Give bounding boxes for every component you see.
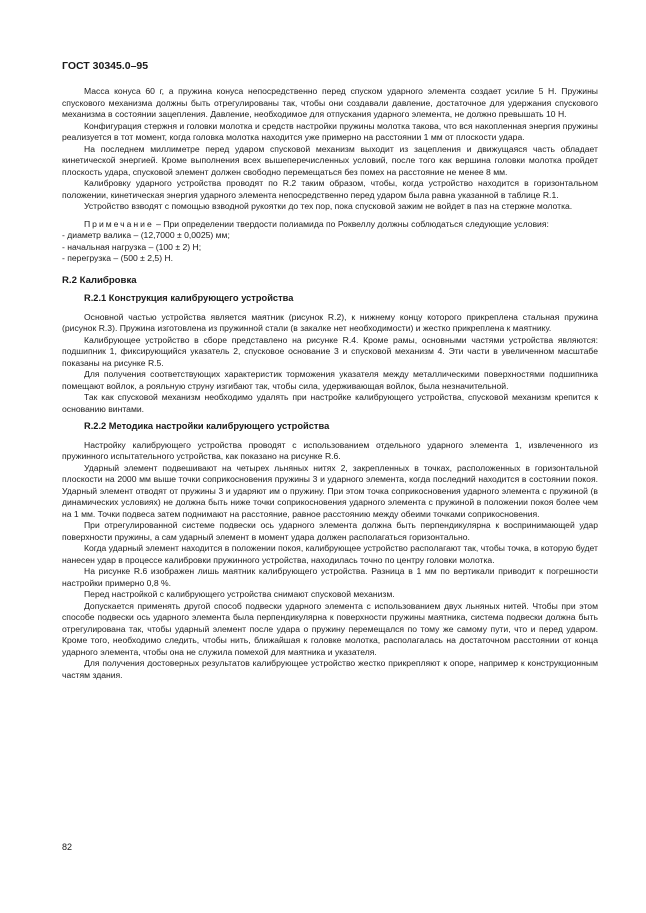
list-item: - начальная нагрузка – (100 ± 2) Н;	[62, 241, 202, 252]
subsection-heading: R.2.2 Методика настройки калибрующего устройства	[84, 421, 330, 431]
paragraph: Масса конуса 60 г, а пружина конуса непосредственно перед спуском ударного элемента создает усилие 5 Н. Пружины спускового механизма должны быть отрегулированы так, чтобы они создавали давление, достаточное для удержания спускового механизма в состоянии зацепления. Давление, необходимое для отпускания ударного элемента, не должно превышать 10 Н.	[62, 86, 598, 119]
paragraph: При отрегулированной системе подвески ось ударного элемента должна быть перпендикулярна к воспринимающей удар поверхности пружины, а сам ударный элемент в момент удара должен располагаться горизонтально.	[62, 520, 598, 542]
paragraph: Для получения достоверных результатов калибрующее устройство жестко прикрепляют к опоре, например к конструкционным частям здания.	[62, 658, 598, 680]
paragraph: Допускается применять другой способ подвески ударного элемента с использованием двух льняных нитей. Чтобы при этом способе подвески ось ударного элемента была перпендикулярна к поверхности пружины маятника, система подвески должна быть отрегулирована так, чтобы ударный элемент после удара о пружину перемещался по тому же самому пути, что и перед ударом. Кроме того, необходимо следить, чтобы нить, ближайшая к головке молотка, располагалась на достаточном расстоянии от конца ударного элемента, чтобы она не служила помехой для маятника и указателя.	[62, 600, 598, 657]
page-number: 82	[62, 842, 73, 852]
paragraph: Настройку калибрующего устройства проводят с использованием отдельного ударного элемента 1, извлеченного из пружинного испытательного устройства, как показано на рисунке R.6.	[62, 439, 598, 461]
note-list	[62, 230, 598, 265]
paragraph: Для получения соответствующих характеристик торможения указателя между металлическими поверхностями подшипника помещают войлок, а рояльную струну изгибают так, чтобы сила, удерживающая войлок, была незначительной.	[62, 369, 598, 391]
paragraph: Перед настройкой с калибрующего устройства снимают спусковой механизм.	[84, 589, 395, 599]
paragraph: Так как спусковой механизм необходимо удалять при настройке калибрующего устройства, спусковой механизм крепится к основанию винтами.	[62, 392, 598, 414]
paragraph: Устройство взводят с помощью взводной рукоятки до тех пор, пока спусковой зажим не войдет в паз на стержне молотка.	[84, 201, 573, 211]
list-item: - перегрузка – (500 ± 2,5) Н.	[62, 253, 174, 263]
paragraph: Конфигурация стержня и головки молотка и средств настройки пружины молотка такова, что вся накопленная энергия пружины реализуется в тот момент, когда головка молотка находится уже примерно на расстоянии 1 мм от плоскости удара.	[62, 120, 598, 142]
list-item: - диаметр валика – (12,7000 ± 0,0025) мм;	[62, 230, 230, 240]
paragraph: Калибрующее устройство в сборе представлено на рисунке R.4. Кроме рамы, основными частями устройства являются: подшипник 1, фиксирующийся указатель 2, спусковое основание 3 и спусковой механизм 4. Эти части в увеличенном масштабе показаны на рисунке R.5.	[62, 334, 598, 368]
section-heading: R.2 Калибровка	[62, 274, 137, 286]
note-label: Примечание	[84, 218, 154, 229]
paragraph: Когда ударный элемент находится в положении покоя, калибрующее устройство располагают так, чтобы точка, в которую будет нанесен удар в процессе калибровки пружинного устройства, находилась точно по центру головки молотка.	[62, 543, 598, 565]
paragraph: На последнем миллиметре перед ударом спусковой механизм выходит из зацепления и движущаяся часть обладает кинетической энергией. Кроме выполнения всех вышеперечисленных условий, после того как вершина головки молотка пройдет плоскость удара, спусковой элемент должен свободно перемещаться без помех на расстояние не менее 8 мм.	[62, 143, 598, 177]
paragraph: Калибровку ударного устройства проводят по R.2 таким образом, чтобы, когда устройство находится в горизонтальном положении, кинетическая энергия ударного элемента непосредственно перед ударом была равна указанной в таблице R.1.	[62, 178, 598, 200]
subsection-heading: R.2.1 Конструкция калибрующего устройства	[84, 293, 294, 303]
paragraph: Основной частью устройства является маятник (рисунок R.2), к нижнему концу которого прикреплена стальная пружина (рисунок R.3). Пружина изготовлена из пружинной стали (в закалке нет необходимости) и жестко прикреплена к маятнику.	[62, 311, 598, 333]
page-body	[62, 86, 598, 681]
paragraph: Ударный элемент подвешивают на четырех льняных нитях 2, закрепленных в точках, расположенных в горизонтальной плоскости на 2000 мм выше точки соприкосновения пружины 3 и ударного элемента, когда последний находится в состоянии покоя. Ударный элемент отводят от пружины 3 и ударяют им о пружину. При этом точка соприкосновения ударного элемента с пружиной (в динамических условиях) не должна быть ниже точки соприкосновения ударного элемента с пружиной в положении покоя более чем на 1 мм. Точки подвеса затем поднимают на расстояние, равное расстоянию между обеими точками соприкосновения.	[62, 462, 598, 519]
note-paragraph	[62, 219, 598, 231]
document-header: ГОСТ 30345.0–95	[62, 60, 149, 72]
paragraph: На рисунке R.6 изображен лишь маятник калибрующего устройства. Разница в 1 мм по вертикали приводит к погрешности настройки примерно 0,8 %.	[62, 566, 598, 588]
note-text: – При определении твердости полиамида по Роквеллу должны соблюдаться следующие условия:	[153, 218, 549, 229]
